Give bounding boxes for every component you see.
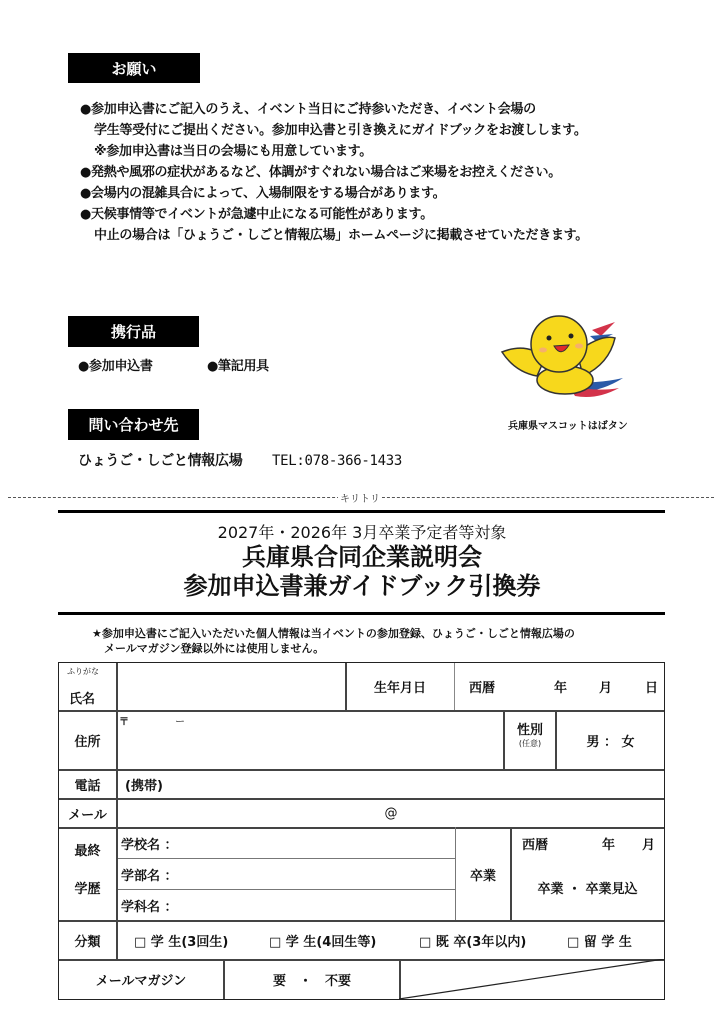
birthdate-seireki: 西暦 bbox=[469, 681, 496, 696]
address-input[interactable] bbox=[118, 725, 502, 767]
gender-options[interactable]: 男 ： 女 bbox=[586, 734, 635, 750]
contact-name: ひょうご・しごと情報広場 bbox=[78, 453, 243, 469]
name-label: 氏名 bbox=[69, 691, 96, 707]
contact-header: 問い合わせ先 bbox=[68, 409, 199, 440]
contact-tel: TEL:078-366-1433 bbox=[272, 453, 403, 469]
furigana-label: ふりがな bbox=[67, 667, 99, 676]
gender-label: 性別 bbox=[516, 723, 543, 738]
ticket-subtitle: 2027年・2026年 3月卒業予定者等対象 bbox=[217, 523, 507, 542]
address-label: 住所 bbox=[74, 734, 101, 750]
application-form-table bbox=[58, 662, 665, 1000]
gender-optional: (任意) bbox=[518, 739, 542, 748]
graduation-seireki: 西暦 bbox=[522, 837, 549, 853]
birthdate-label: 生年月日 bbox=[373, 681, 426, 696]
ticket-title-line2: 参加申込書兼ガイドブック引換券 bbox=[183, 572, 541, 600]
item-writing-tools: ●筆記用具 bbox=[207, 359, 269, 374]
mascot-habatan-image bbox=[497, 312, 627, 407]
bottom-rule bbox=[58, 612, 665, 615]
graduation-status-options[interactable]: 卒業 ・ 卒業見込 bbox=[537, 881, 638, 897]
gender-label-cell bbox=[505, 719, 555, 749]
graduation-month[interactable]: 月 bbox=[642, 837, 656, 853]
birthdate-day[interactable]: 日 bbox=[645, 681, 659, 696]
category-label: 分類 bbox=[74, 934, 101, 950]
cut-label: キリトリ bbox=[338, 490, 382, 505]
mail-magazine-label: メールマガジン bbox=[95, 974, 187, 989]
graduation-year[interactable]: 年 bbox=[602, 837, 616, 853]
request-line-5: ●会場内の混雑具合によって、入場制限をする場合があります。 bbox=[80, 186, 446, 201]
phone-label: 電話 bbox=[74, 778, 101, 794]
items-header: 携行品 bbox=[68, 316, 199, 347]
postal-dash: ー bbox=[175, 717, 185, 728]
name-input[interactable] bbox=[118, 663, 344, 709]
mascot-caption: 兵庫県マスコットはばタン bbox=[508, 421, 628, 432]
school-name-input[interactable]: 学校名 ： bbox=[121, 837, 178, 853]
ticket-title-line1: 兵庫県合同企業説明会 bbox=[242, 543, 482, 571]
phone-mobile-input[interactable]: (携帯) bbox=[125, 778, 163, 794]
email-input[interactable]: @ bbox=[384, 805, 398, 821]
education-label-1: 最終 bbox=[74, 843, 101, 859]
birthdate-month[interactable]: 月 bbox=[599, 681, 613, 696]
category-option-graduate[interactable]: □ 既 卒(3年以内) bbox=[419, 934, 527, 950]
graduation-label: 卒業 bbox=[469, 868, 496, 884]
category-option-international[interactable]: □ 留 学 生 bbox=[567, 934, 632, 950]
request-line-4: ●発熱や風邪の症状があるなど、体調がすぐれない場合はご来場をお控えください。 bbox=[80, 165, 561, 180]
postal-mark: 〒 bbox=[119, 717, 129, 728]
privacy-note-line1: ★参加申込書にご記入いただいた個人情報は当イベントの参加登録、ひょうご・しごと情報広場の bbox=[92, 627, 575, 640]
request-line-1: ●参加申込書にご記入のうえ、イベント当日にご持参いただき、イベント会場の bbox=[80, 102, 536, 117]
email-label: メール bbox=[68, 807, 107, 823]
category-option-3rd-year[interactable]: □ 学 生(3回生) bbox=[134, 934, 229, 950]
privacy-note bbox=[92, 626, 575, 656]
mail-magazine-options[interactable]: 要 ・ 不要 bbox=[272, 974, 351, 989]
privacy-note-line2: メールマガジン登録以外には使用しません。 bbox=[104, 642, 325, 655]
request-line-6: ●天候事情等でイベントが急遽中止になる可能性があります。 bbox=[80, 207, 433, 222]
department-name-input[interactable]: 学科名 ： bbox=[121, 899, 178, 915]
category-option-4th-year[interactable]: □ 学 生(4回生等) bbox=[269, 934, 377, 950]
diagonal-line bbox=[399, 959, 664, 999]
education-label-2: 学歴 bbox=[74, 881, 101, 897]
faculty-name-input[interactable]: 学部名 ： bbox=[121, 868, 178, 884]
top-rule bbox=[58, 510, 665, 513]
request-header: お願い bbox=[68, 53, 200, 83]
request-line-3: ※参加申込書は当日の会場にも用意しています。 bbox=[94, 144, 372, 159]
request-line-2: 学生等受付にご提出ください。参加申込書と引き換えにガイドブックをお渡しします。 bbox=[94, 123, 587, 138]
birthdate-year[interactable]: 年 bbox=[554, 681, 568, 696]
request-line-7: 中止の場合は「ひょうご・しごと情報広場」ホームページに掲載させていただきます。 bbox=[94, 228, 589, 243]
item-application-form: ●参加申込書 bbox=[78, 359, 153, 374]
